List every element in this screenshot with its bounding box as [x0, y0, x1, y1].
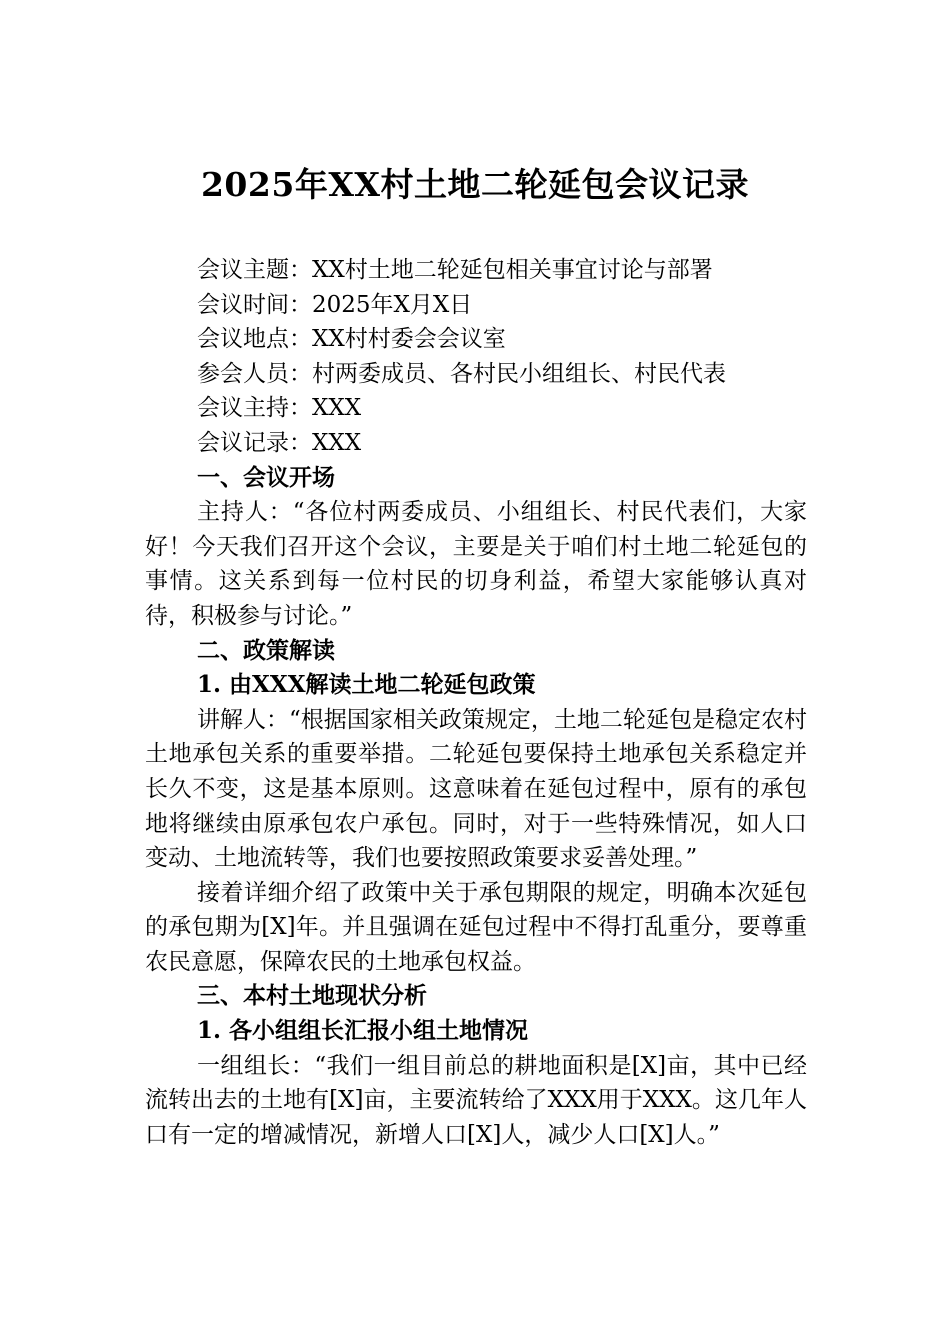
- policy-detail-paragraph: 接着详细介绍了政策中关于承包期限的规定，明确本次延包的承包期为[X]年。并且强调在延包过程中不得打乱重分，要尊重农民意愿，保障农民的土地承包权益。: [145, 879, 807, 975]
- opening-paragraph: 主持人：“各位村两委成员、小组组长、村民代表们，大家好！今天我们召开这个会议，主要是关于咱们村土地二轮延包的事情。这关系到每一位村民的切身利益，希望大家能够认真对待，积极参与讨论。”: [145, 499, 807, 629]
- subheading-group-report: 1. 各小组组长汇报小组土地情况: [197, 1017, 529, 1045]
- subheading-policy-interpretation: 1. 由XXX解读土地二轮延包政策: [197, 671, 536, 699]
- meeting-recorder: 会议记录：XXX: [197, 429, 362, 456]
- meeting-host: 会议主持：XXX: [197, 395, 362, 422]
- policy-paragraph: 讲解人：“根据国家相关政策规定，土地二轮延包是稳定农村土地承包关系的重要举措。二轮延包要保持土地承包关系稳定并长久不变，这是基本原则。这意味着在延包过程中，原有的承包地将继续由原承包农户承包。同时，对于一些特殊情况，如人口变动、土地流转等，我们也要按照政策要求妥善处理。”: [145, 706, 807, 872]
- group-one-report-paragraph: 一组组长：“我们一组目前总的耕地面积是[X]亩，其中已经流转出去的土地有[X]亩，主要流转给了XXX用于XXX。这几年人口有一定的增减情况，新增人口[X]人，减少人口[X]人。”: [145, 1052, 807, 1148]
- meeting-attendees: 参会人员：村两委成员、各村民小组组长、村民代表: [197, 360, 726, 387]
- meeting-topic: 会议主题：XX村土地二轮延包相关事宜讨论与部署: [197, 257, 713, 283]
- meeting-time: 会议时间：2025年X月X日: [197, 291, 473, 318]
- section-heading-policy: 二、政策解读: [197, 636, 335, 664]
- document-title: 2025年XX村土地二轮延包会议记录: [200, 165, 750, 204]
- section-heading-opening: 一、会议开场: [197, 463, 335, 491]
- section-heading-land-status: 三、本村土地现状分析: [197, 982, 427, 1010]
- document-body: [145, 253, 807, 1152]
- meeting-location: 会议地点：XX村村委会会议室: [197, 326, 506, 353]
